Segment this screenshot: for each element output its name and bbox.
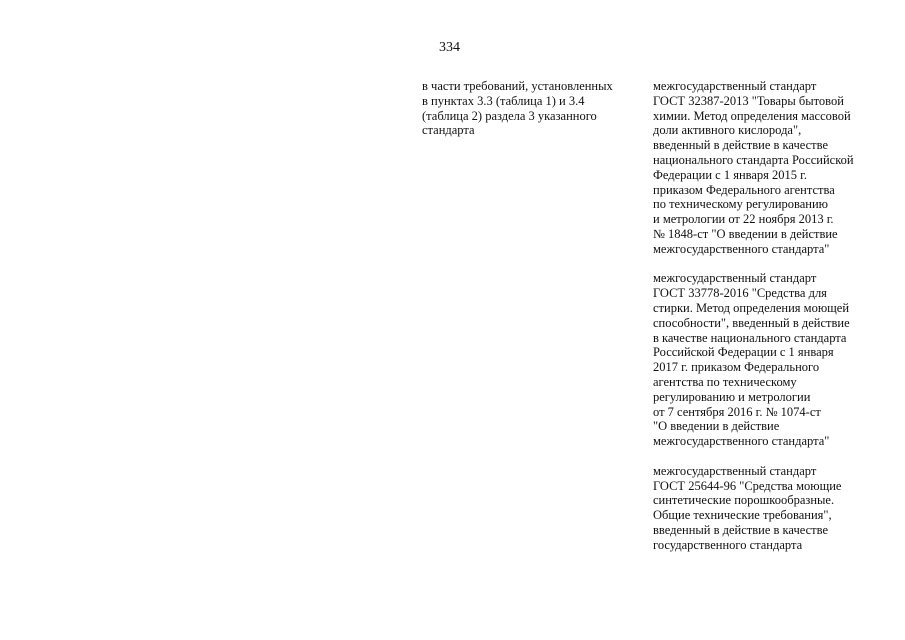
text-line: межгосударственного стандарта": [653, 241, 830, 256]
text-line: 2017 г. приказом Федерального: [653, 360, 820, 375]
text-line: химии. Метод определения массовой: [653, 108, 851, 123]
text-line: в качестве национального стандарта: [653, 330, 847, 345]
text-line: синтетические порошкообразные.: [653, 493, 835, 508]
text-line: доли активного кислорода",: [653, 123, 802, 138]
text-line: национального стандарта Российской: [653, 152, 854, 167]
text-line: от 7 сентября 2016 г. № 1074-ст: [653, 404, 821, 419]
text-line: межгосударственный стандарт: [653, 79, 817, 93]
text-line: государственного стандарта: [653, 537, 803, 552]
text-line: по техническому регулированию: [653, 197, 829, 212]
standard-entry-gost-25644: [653, 464, 878, 553]
text-line: способности", введенный в действие: [653, 315, 850, 330]
text-line: Российской Федерации с 1 января: [653, 345, 834, 360]
standard-entry-gost-32387: [653, 79, 878, 257]
text-line: стирки. Метод определения моющей: [653, 300, 850, 315]
text-line: Федерации с 1 января 2015 г.: [653, 167, 808, 182]
text-line: (таблица 2) раздела 3 указанного: [422, 108, 597, 123]
text-line: введенный в действие в качестве: [653, 138, 829, 153]
text-line: в части требований, установленных: [422, 79, 613, 93]
text-line: ГОСТ 25644-96 "Средства моющие: [653, 478, 842, 493]
text-line: приказом Федерального агентства: [653, 182, 835, 197]
text-line: Общие технические требования",: [653, 508, 832, 523]
text-line: ГОСТ 32387-2013 "Товары бытовой: [653, 93, 844, 108]
text-line: регулированию и метрологии: [653, 389, 811, 404]
text-line: агентства по техническому: [653, 374, 797, 389]
left-column: [422, 79, 637, 138]
text-line: стандарта: [422, 123, 475, 138]
text-line: и метрологии от 22 ноября 2013 г.: [653, 212, 834, 227]
standard-entry-gost-33778: [653, 271, 878, 449]
text-line: введенный в действие в качестве: [653, 522, 829, 537]
text-line: межгосударственный стандарт: [653, 271, 817, 286]
text-line: в пунктах 3.3 (таблица 1) и 3.4: [422, 93, 585, 108]
page-number: 334: [439, 40, 460, 55]
text-line: межгосударственный стандарт: [653, 463, 817, 478]
text-line: № 1848-ст "О введении в действие: [653, 226, 838, 241]
text-line: "О введении в действие: [653, 419, 780, 434]
right-column: [653, 79, 878, 553]
text-line: ГОСТ 33778-2016 "Средства для: [653, 286, 827, 301]
text-line: межгосударственного стандарта": [653, 434, 830, 449]
